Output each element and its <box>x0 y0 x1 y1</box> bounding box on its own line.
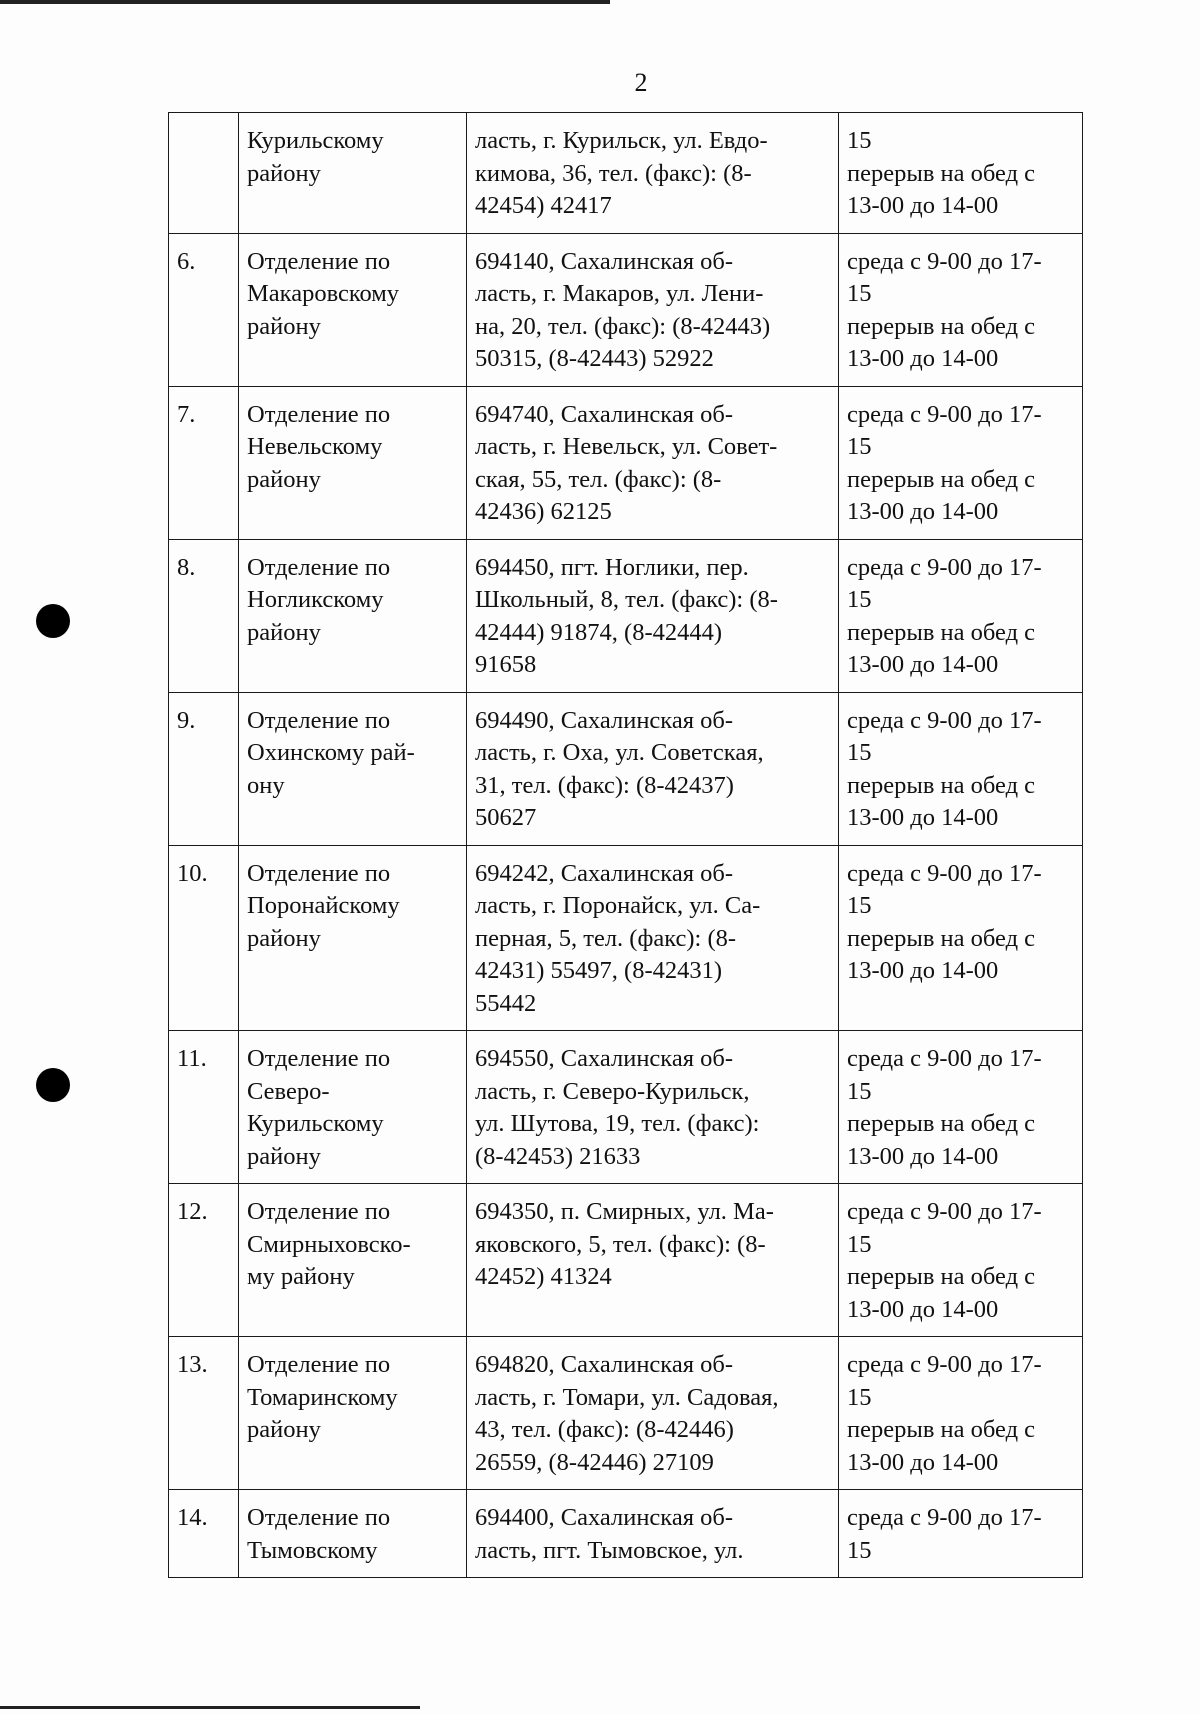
hours-cell-line: 13-00 до 14-00 <box>847 1295 999 1323</box>
address-cell <box>467 386 839 539</box>
hours-cell-line: среда с 9-00 до 17- <box>847 859 1042 887</box>
row-number-cell: 7. <box>169 386 239 539</box>
hours-cell-line: среда с 9-00 до 17- <box>847 1351 1042 1378</box>
row-number-cell <box>169 113 239 234</box>
address-cell-line: перная, 5, тел. (факс): (8- <box>475 924 737 952</box>
department-cell-line: Охинскому рай- <box>247 739 415 766</box>
address-cell-line: 91658 <box>475 651 537 678</box>
address-cell <box>467 1184 839 1337</box>
table-row <box>169 233 1083 386</box>
hours-cell-line: 15 <box>847 892 872 919</box>
table-body <box>169 113 1083 1578</box>
hours-cell-line: 15 <box>847 739 872 766</box>
department-cell-line: Отделение по <box>247 400 391 428</box>
department-cell-line: Невельскому <box>247 433 383 460</box>
address-cell-line: ласть, г. Курильск, ул. Евдо- <box>475 127 768 154</box>
row-number-cell: 13. <box>169 1337 239 1490</box>
page-number: 2 <box>634 68 648 97</box>
table-row <box>169 845 1083 1031</box>
table-row <box>169 113 1083 234</box>
hours-cell-line: 13-00 до 14-00 <box>847 957 999 984</box>
hours-cell-line: среда с 9-00 до 17- <box>847 553 1042 581</box>
department-cell-line: Отделение по <box>247 706 391 734</box>
address-cell-line: 694740, Сахалинская об- <box>475 400 733 428</box>
hours-cell-line: 13-00 до 14-00 <box>847 192 999 219</box>
hours-cell-line: перерыв на обед с <box>847 1263 1036 1290</box>
table-row <box>169 539 1083 692</box>
department-cell-line: Ногликскому <box>247 586 384 613</box>
hours-cell-line: перерыв на обед с <box>847 312 1036 340</box>
address-cell <box>467 1337 839 1490</box>
hours-cell-line: перерыв на обед с <box>847 771 1036 799</box>
hours-cell-line: среда с 9-00 до 17- <box>847 1198 1042 1225</box>
address-cell-line: 31, тел. (факс): (8-42437) <box>475 771 734 799</box>
address-cell-line: 50627 <box>475 804 537 831</box>
hours-cell-line: перерыв на обед с <box>847 924 1036 952</box>
address-cell-line: ская, 55, тел. (факс): (8- <box>475 465 722 493</box>
address-cell-line: 694350, п. Смирных, ул. Ма- <box>475 1198 774 1225</box>
row-number-cell: 6. <box>169 233 239 386</box>
row-number-cell: 9. <box>169 692 239 845</box>
address-cell <box>467 692 839 845</box>
table-row <box>169 1337 1083 1490</box>
department-cell-line: Северо- <box>247 1077 330 1105</box>
hours-cell-line: 15 <box>847 280 872 307</box>
department-cell-line: Макаровскому <box>247 280 400 307</box>
address-cell-line: ласть, г. Томари, ул. Садовая, <box>475 1383 779 1411</box>
address-cell-line: на, 20, тел. (факс): (8-42443) <box>475 312 771 340</box>
hours-cell <box>839 386 1083 539</box>
address-cell-line: 42444) 91874, (8-42444) <box>475 618 723 646</box>
department-cell-line: Отделение по <box>247 1504 391 1531</box>
address-cell-line: 694550, Сахалинская об- <box>475 1045 733 1072</box>
address-cell <box>467 233 839 386</box>
address-cell-line: кимова, 36, тел. (факс): (8- <box>475 159 752 187</box>
address-cell-line: ласть, г. Оха, ул. Советская, <box>475 739 764 766</box>
hours-cell-line: 13-00 до 14-00 <box>847 804 999 831</box>
address-cell-line: ул. Шутова, 19, тел. (факс): <box>475 1110 760 1137</box>
department-cell-line: Отделение по <box>247 1198 391 1225</box>
department-cell-line: Поронайскому <box>247 892 400 919</box>
address-cell-line: 694820, Сахалинская об- <box>475 1351 733 1378</box>
department-cell-line: району <box>247 159 321 187</box>
row-number-cell: 11. <box>169 1031 239 1184</box>
department-cell-line: району <box>247 1142 321 1170</box>
department-cell <box>239 1490 467 1578</box>
address-cell-line: 694490, Сахалинская об- <box>475 706 733 734</box>
hours-cell-line: среда с 9-00 до 17- <box>847 400 1042 428</box>
table-row <box>169 692 1083 845</box>
department-cell <box>239 539 467 692</box>
hours-cell-line: 15 <box>847 1383 872 1411</box>
punch-hole <box>36 604 70 638</box>
hours-cell-line: среда с 9-00 до 17- <box>847 1045 1042 1072</box>
department-cell-line: Отделение по <box>247 553 391 581</box>
address-cell-line: 50315, (8-42443) 52922 <box>475 345 714 372</box>
table-row <box>169 386 1083 539</box>
table-row <box>169 1490 1083 1578</box>
hours-cell-line: 13-00 до 14-00 <box>847 1448 999 1476</box>
address-cell-line: ласть, г. Поронайск, ул. Са- <box>475 892 761 919</box>
punch-hole <box>36 1068 70 1102</box>
address-cell-line: 694400, Сахалинская об- <box>475 1504 733 1531</box>
department-cell-line: Смирныховско- <box>247 1230 411 1258</box>
hours-cell <box>839 692 1083 845</box>
department-cell-line: району <box>247 618 321 646</box>
department-cell <box>239 233 467 386</box>
address-cell-line: (8-42453) 21633 <box>475 1142 641 1170</box>
department-cell-line: Курильскому <box>247 127 384 154</box>
address-cell-line: 694450, пгт. Ноглики, пер. <box>475 553 749 581</box>
department-cell-line: району <box>247 924 321 952</box>
row-number-cell: 12. <box>169 1184 239 1337</box>
hours-cell-line: 15 <box>847 127 872 154</box>
hours-cell-line: перерыв на обед с <box>847 618 1036 646</box>
address-cell-line: ласть, г. Макаров, ул. Лени- <box>475 280 764 307</box>
department-cell-line: району <box>247 465 321 493</box>
hours-cell-line: 15 <box>847 433 872 460</box>
hours-cell-line: среда с 9-00 до 17- <box>847 247 1042 275</box>
scan-edge-bottom <box>0 1706 420 1709</box>
hours-cell-line: 15 <box>847 586 872 613</box>
hours-cell <box>839 113 1083 234</box>
department-cell <box>239 113 467 234</box>
department-cell-line: Отделение по <box>247 1351 391 1378</box>
address-cell <box>467 1490 839 1578</box>
address-cell <box>467 539 839 692</box>
address-cell-line: 42431) 55497, (8-42431) <box>475 957 723 984</box>
hours-cell-line: 13-00 до 14-00 <box>847 498 999 525</box>
row-number-cell: 10. <box>169 845 239 1031</box>
address-cell-line: 42454) 42417 <box>475 192 612 219</box>
department-cell-line: му району <box>247 1263 355 1290</box>
department-cell <box>239 386 467 539</box>
address-cell-line: 55442 <box>475 989 537 1017</box>
department-cell-line: Курильскому <box>247 1110 384 1137</box>
department-cell <box>239 1184 467 1337</box>
department-cell-line: ону <box>247 771 285 799</box>
hours-cell-line: среда с 9-00 до 17- <box>847 706 1042 734</box>
address-cell-line: 694140, Сахалинская об- <box>475 247 733 275</box>
hours-cell <box>839 539 1083 692</box>
hours-cell <box>839 1031 1083 1184</box>
address-cell <box>467 845 839 1031</box>
hours-cell-line: 13-00 до 14-00 <box>847 345 999 372</box>
hours-cell-line: 15 <box>847 1077 872 1105</box>
address-cell-line: ласть, г. Северо-Курильск, <box>475 1077 750 1105</box>
hours-cell <box>839 1490 1083 1578</box>
table-row <box>169 1031 1083 1184</box>
table-row <box>169 1184 1083 1337</box>
department-cell <box>239 845 467 1031</box>
address-cell-line: Школьный, 8, тел. (факс): (8- <box>475 586 778 613</box>
address-cell-line: яковского, 5, тел. (факс): (8- <box>475 1230 766 1258</box>
department-cell-line: району <box>247 312 321 340</box>
hours-cell-line: 13-00 до 14-00 <box>847 651 999 678</box>
row-number-cell: 8. <box>169 539 239 692</box>
address-cell-line: 694242, Сахалинская об- <box>475 859 733 887</box>
address-cell-line: ласть, г. Невельск, ул. Совет- <box>475 433 778 460</box>
hours-cell-line: 15 <box>847 1230 872 1258</box>
address-cell-line: 43, тел. (факс): (8-42446) <box>475 1416 734 1443</box>
hours-cell <box>839 1184 1083 1337</box>
department-cell <box>239 1337 467 1490</box>
department-cell-line: Томаринскому <box>247 1383 398 1411</box>
department-cell <box>239 692 467 845</box>
hours-cell-line: 13-00 до 14-00 <box>847 1142 999 1170</box>
hours-cell-line: 15 <box>847 1536 872 1564</box>
hours-cell <box>839 1337 1083 1490</box>
department-cell-line: Отделение по <box>247 247 391 275</box>
hours-cell <box>839 233 1083 386</box>
hours-cell-line: перерыв на обед с <box>847 159 1036 187</box>
hours-cell-line: перерыв на обед с <box>847 1416 1036 1443</box>
address-cell-line: 42452) 41324 <box>475 1263 612 1290</box>
department-cell-line: Отделение по <box>247 1045 391 1072</box>
hours-cell-line: перерыв на обед с <box>847 1110 1036 1137</box>
scan-edge-top <box>0 0 610 4</box>
address-cell-line: ласть, пгт. Тымовское, ул. <box>475 1536 744 1564</box>
row-number-cell: 14. <box>169 1490 239 1578</box>
department-cell-line: Отделение по <box>247 859 391 887</box>
hours-cell <box>839 845 1083 1031</box>
department-cell-line: Тымовскому <box>247 1536 378 1564</box>
address-cell <box>467 113 839 234</box>
address-cell <box>467 1031 839 1184</box>
hours-cell-line: среда с 9-00 до 17- <box>847 1504 1042 1531</box>
department-cell <box>239 1031 467 1184</box>
address-cell-line: 42436) 62125 <box>475 498 612 525</box>
department-cell-line: району <box>247 1416 321 1443</box>
departments-table <box>168 112 1083 1578</box>
address-cell-line: 26559, (8-42446) 27109 <box>475 1448 714 1476</box>
hours-cell-line: перерыв на обед с <box>847 465 1036 493</box>
